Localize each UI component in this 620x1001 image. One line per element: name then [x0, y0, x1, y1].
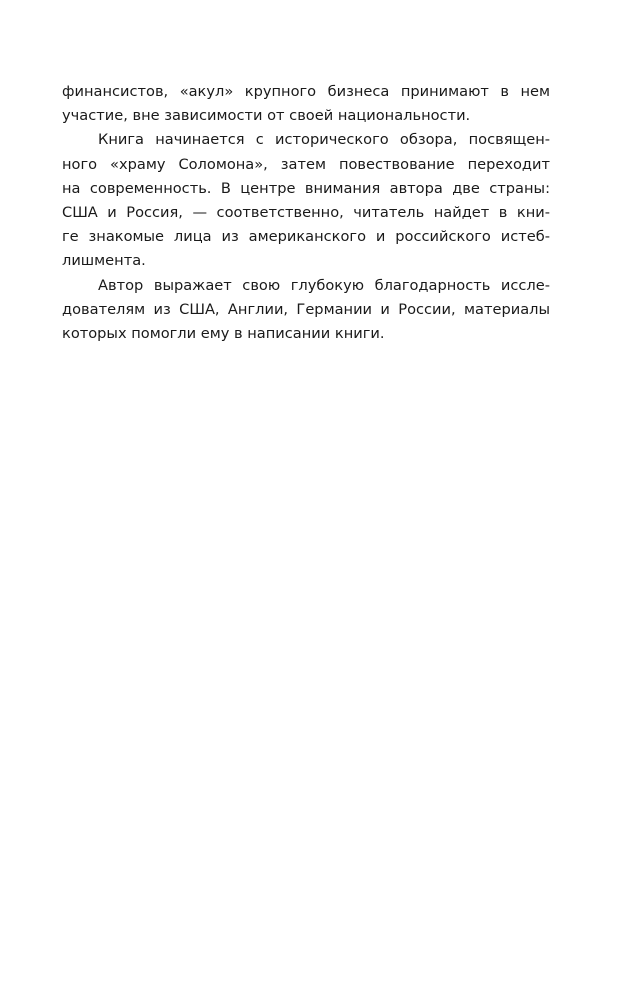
paragraph-2-line-1: Книга начинается с исторического обзора, посвящен- [98, 131, 550, 149]
paragraph-2-line-6: лишмента. [62, 252, 146, 270]
paragraph-2-line-4: США и Россия, — соответственно, читатель найдет в кни- [62, 203, 550, 221]
paragraph-2-line-5: ге знакомые лица из американского и российского истеб- [62, 228, 550, 246]
paragraph-1-line-1: финансистов, «акул» крупного бизнеса принимают в нем [62, 83, 550, 100]
paragraph-1-line-2: участие, вне зависимости от своей национальности. [62, 107, 471, 125]
paragraph-2-line-2: ного «храму Соломона», затем повествование переходит [62, 155, 550, 173]
paragraph-3-line-3: которых помогли ему в написании книги. [62, 324, 385, 342]
body-text [62, 80, 550, 346]
paragraph-3-line-2: дователям из США, Англии, Германии и России, материалы [62, 300, 550, 318]
paragraph-2-line-3: на современность. В центре внимания автора две страны: [62, 179, 550, 197]
paragraph-3-line-1: Автор выражает свою глубокую благодарность иссле- [98, 276, 550, 294]
